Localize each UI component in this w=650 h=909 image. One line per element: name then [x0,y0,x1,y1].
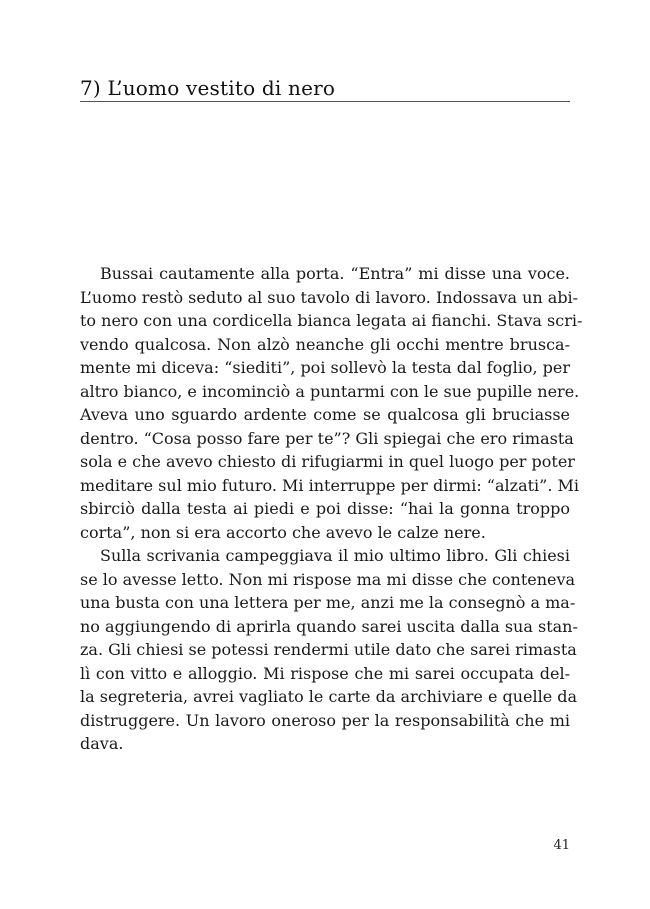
text-line: L’uomo restò seduto al suo tavolo di lavoro. Indossava un abi- [80,287,579,307]
text-line: za. Gli chiesi se potessi rendermi utile dato che sarei rimasta [80,640,577,659]
text-line: dava. [80,734,124,753]
title-underline [80,101,570,102]
text-line: mente mi diceva: “siediti”, poi sollevò la testa dal foglio, per [80,358,570,377]
text-line: lì con vitto e alloggio. Mi rispose che mi sarei occupata del- [80,663,570,683]
text-line: sola e che avevo chiesto di rifugiarmi in quel luogo per poter [80,452,575,471]
text-line: distruggere. Un lavoro oneroso per la responsabilità che mi [80,710,570,730]
text-line: Bussai cautamente alla porta. “Entra” mi disse una voce. [100,264,570,283]
text-line: Sulla scrivania campeggiava il mio ultimo libro. Gli chiesi [100,546,570,565]
text-line: se lo avesse letto. Non mi rispose ma mi disse che conteneva [80,569,576,589]
text-line: vendo qualcosa. Non alzò neanche gli occhi mentre brusca- [80,334,570,354]
text-line: sbirciò dalla testa ai piedi e poi disse: “hai la gonna troppo [80,499,570,518]
paragraph-1 [80,262,583,544]
page-number: 41 [553,838,570,853]
text-line: Aveva uno sguardo ardente come se qualcosa gli bruciasse [80,405,570,424]
text-line: dentro. “Cosa posso fare per te”? Gli spiegai che ero rimasta [80,428,574,448]
text-line: to nero con una cordicella bianca legata ai fianchi. Stava scri- [80,311,583,330]
text-line: corta”, non si era accorto che avevo le calze nere. [80,522,486,542]
text-line: altro bianco, e incominciò a puntarmi con le sue pupille nere. [80,381,580,401]
text-line: meditare sul mio futuro. Mi interruppe per dirmi: “alzati”. Mi [80,475,579,495]
chapter-body [80,262,583,756]
text-line: la segreteria, avrei vagliato le carte da archiviare e quelle da [80,687,578,706]
text-line: una busta con una lettera per me, anzi me la consegnò a ma- [80,593,576,612]
text-line: no aggiungendo di aprirla quando sarei uscita dalla sua stan- [80,616,578,636]
chapter-title: 7) L’uomo vestito di nero [80,76,336,100]
paragraph-2 [80,544,578,756]
